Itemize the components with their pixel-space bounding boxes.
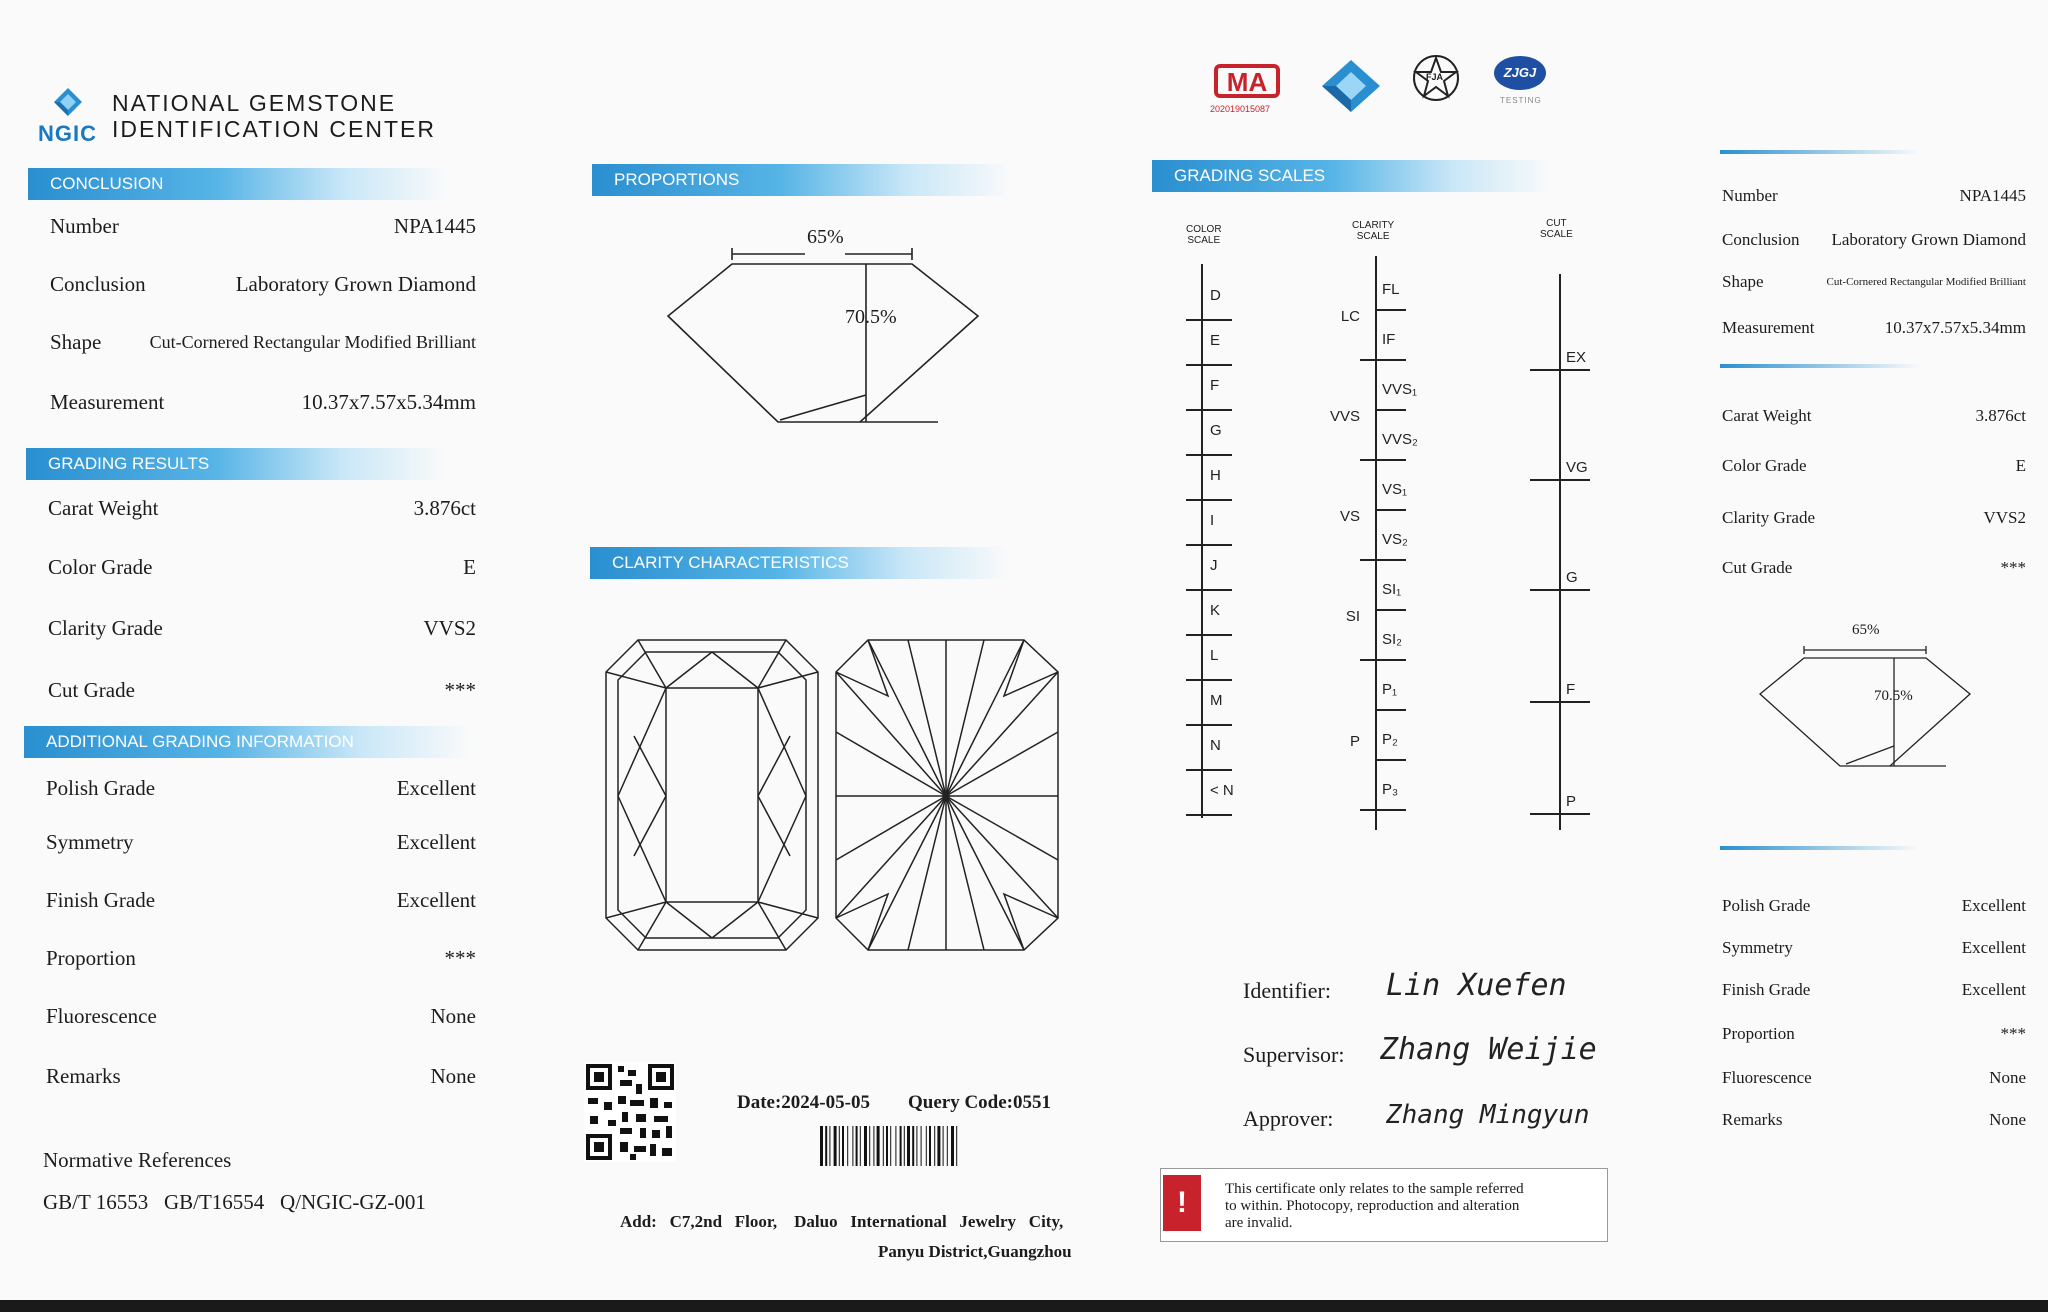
barcode-bar (921, 1126, 922, 1166)
barcode-bar (912, 1126, 914, 1166)
summary-color-label: Color Grade (1722, 456, 1807, 475)
notice-box (1160, 1168, 1608, 1242)
summary-divider-2 (1720, 364, 1920, 368)
summary-proportion-label: Proportion (1722, 1024, 1795, 1043)
cma-logo (1210, 64, 1288, 120)
barcode-bar (937, 1126, 940, 1166)
normative-text: GB/T 16553 GB/T16554 Q/NGIC-GZ-001 (43, 1190, 426, 1214)
clarity-grade-label: SI₂ (1382, 631, 1402, 648)
cut-grade-label: F (1566, 681, 1576, 698)
measurement-value: 10.37x7.57x5.34mm (301, 390, 476, 414)
remarks-value: None (430, 1064, 476, 1088)
cut-grade-label: G (1566, 569, 1578, 586)
table-pct-label: 65% (807, 226, 844, 248)
clarity-plot-crown (604, 636, 824, 956)
clarity-group-label: P (1349, 733, 1360, 750)
color-grade-label: < N (1210, 782, 1234, 799)
clarity-grade-label: VVS₂ (1382, 431, 1418, 448)
clarity-group-label: VVS (1329, 408, 1360, 425)
fja-logo (1412, 52, 1460, 104)
bottom-edge (0, 1300, 2048, 1312)
summary-fluorescence-label: Fluorescence (1722, 1068, 1812, 1087)
symmetry-label: Symmetry (46, 830, 134, 854)
polish-value: Excellent (396, 776, 476, 800)
barcode-bar (847, 1126, 848, 1166)
summary-depth-pct: 70.5% (1874, 688, 1913, 704)
finish-value: Excellent (396, 888, 476, 912)
org-name-line1: NATIONAL GEMSTONE (112, 90, 397, 116)
barcode-bar (860, 1126, 861, 1166)
proportion-value: *** (444, 946, 476, 970)
warning-icon: ! (1163, 1175, 1201, 1231)
summary-polish-value: Excellent (1961, 896, 2026, 915)
barcode-bar (856, 1126, 858, 1166)
grading-results-heading: GRADING RESULTS (26, 448, 446, 480)
barcode-bar (886, 1126, 888, 1166)
summary-polish-label: Polish Grade (1722, 896, 1811, 915)
clarity-grade-label: P₂ (1382, 731, 1398, 748)
notice-line1: This certificate only relates to the sample referred (1225, 1181, 1524, 1197)
address-line1: Add: C7,2nd Floor, Daluo International Jewelry City, (620, 1212, 1064, 1231)
address-line2: Panyu District,Guangzhou (878, 1242, 1072, 1261)
proportion-label: Proportion (46, 946, 136, 970)
barcode-bar (869, 1126, 870, 1166)
cut-grade-label: EX (1566, 349, 1587, 366)
color-grade-label: M (1210, 692, 1223, 709)
color-grade-label: D (1210, 287, 1221, 304)
color-grade-label: H (1210, 467, 1221, 484)
supervisor-label: Supervisor: (1243, 1042, 1345, 1067)
summary-remarks-value: None (1989, 1110, 2026, 1129)
cma-number: 202019015087 (1210, 104, 1271, 114)
color-grade-label: G (1210, 422, 1222, 439)
cut-label: Cut Grade (48, 678, 135, 702)
summary-cut-label: Cut Grade (1722, 558, 1793, 577)
summary-conclusion-value: Laboratory Grown Diamond (1831, 230, 2026, 249)
ngic-abbr: NGIC (38, 121, 97, 146)
barcode-bar (951, 1126, 954, 1166)
clarity-plot-pavilion (834, 636, 1064, 956)
clarity-grade-label: SI₁ (1382, 581, 1402, 598)
grading-scales-heading: GRADING SCALES (1152, 160, 1552, 192)
identifier-label: Identifier: (1243, 978, 1331, 1003)
color-grade-label: L (1210, 647, 1219, 664)
org-name-line2: IDENTIFICATION CENTER (112, 116, 436, 142)
clarity-scale-title (1352, 220, 1394, 242)
polish-label: Polish Grade (46, 776, 156, 800)
fluorescence-label: Fluorescence (46, 1004, 157, 1028)
clarity-grade-label: FL (1382, 281, 1400, 298)
zjgj-logo (1492, 56, 1552, 110)
barcode-bar (834, 1126, 837, 1166)
barcode-bar (825, 1126, 827, 1166)
barcode-bar (852, 1126, 853, 1166)
summary-measurement-label: Measurement (1722, 318, 1815, 337)
summary-fluorescence-value: None (1989, 1068, 2026, 1087)
barcode-bar (890, 1126, 891, 1166)
normative-heading: Normative References (43, 1148, 232, 1172)
summary-finish-value: Excellent (1961, 980, 2026, 999)
summary-number-label: Number (1722, 186, 1778, 205)
conclusion-value: Laboratory Grown Diamond (235, 272, 476, 296)
barcode-bar (929, 1126, 931, 1166)
approver-signature: Zhang Mingyun (1386, 1100, 1590, 1130)
supervisor-signature: Zhang Weijie (1380, 1032, 1597, 1067)
barcode-bar (864, 1126, 867, 1166)
cut-grade-label: P (1566, 793, 1577, 810)
color-grade-label: E (1210, 332, 1221, 349)
clarity-label: Clarity Grade (48, 616, 163, 640)
barcode-bar (916, 1126, 917, 1166)
ngic-logo (38, 84, 104, 146)
shape-value: Cut-Cornered Rectangular Modified Brilliant (149, 332, 476, 352)
grading-scales-graphic (1160, 264, 1600, 844)
color-grade-label: I (1210, 512, 1215, 529)
clarity-scale-title-1: CLARITY (1352, 220, 1395, 231)
clarity-grade-label: P₁ (1382, 681, 1398, 698)
identifier-signature: Lin Xuefen (1386, 968, 1567, 1003)
summary-remarks-label: Remarks (1722, 1110, 1783, 1129)
barcode-bar (839, 1126, 840, 1166)
barcode-bar (820, 1126, 823, 1166)
summary-divider-1 (1720, 150, 1920, 154)
cut-scale-title-2: SCALE (1540, 229, 1573, 240)
summary-color-value: E (2015, 456, 2026, 475)
summary-proportions-diagram (1756, 630, 1976, 770)
color-scale-title (1186, 224, 1222, 246)
summary-finish-label: Finish Grade (1722, 980, 1811, 999)
barcode-bar (842, 1126, 844, 1166)
notice-line3: are invalid. (1225, 1215, 1293, 1231)
additional-heading: ADDITIONAL GRADING INFORMATION (24, 726, 472, 758)
summary-symmetry-label: Symmetry (1722, 938, 1793, 957)
summary-proportion-value: *** (2000, 1024, 2026, 1043)
zjgj-sub: TESTING (1500, 96, 1542, 105)
cut-scale-title (1540, 218, 1573, 240)
color-value: E (463, 555, 476, 579)
summary-shape-label: Shape (1722, 272, 1764, 291)
barcode (820, 1126, 1062, 1166)
clarity-grade-label: IF (1382, 331, 1396, 348)
fluorescence-value: None (430, 1004, 476, 1028)
clarity-grade-label: VVS₁ (1382, 381, 1418, 398)
conclusion-heading: CONCLUSION (28, 168, 448, 200)
color-grade-label: N (1210, 737, 1221, 754)
clarity-characteristics-heading: CLARITY CHARACTERISTICS (590, 547, 1010, 579)
summary-carat-value: 3.876ct (1975, 406, 2026, 425)
cma-mark: MA (1214, 64, 1280, 98)
clarity-grade-label: P₃ (1382, 781, 1399, 798)
color-grade-label: F (1210, 377, 1220, 394)
barcode-bar (873, 1126, 874, 1166)
clarity-value: VVS2 (423, 616, 476, 640)
barcode-bar (907, 1126, 910, 1166)
clarity-group-label: LC (1340, 308, 1360, 325)
shape-label: Shape (50, 330, 102, 354)
color-scale-title-2: SCALE (1187, 235, 1221, 246)
summary-cut-value: *** (2000, 558, 2026, 577)
clarity-grade-label: VS₂ (1382, 531, 1408, 548)
barcode-bar (956, 1126, 957, 1166)
fja-text: FJA (1426, 72, 1444, 82)
summary-shape-value: Cut-Cornered Rectangular Modified Brilliant (1826, 276, 2026, 288)
summary-symmetry-value: Excellent (1961, 938, 2026, 957)
barcode-bar (947, 1126, 948, 1166)
barcode-bar (829, 1126, 830, 1166)
remarks-label: Remarks (46, 1064, 121, 1088)
summary-clarity-label: Clarity Grade (1722, 508, 1815, 527)
number-value: NPA1445 (393, 214, 476, 238)
color-scale-title-1: COLOR (1186, 224, 1222, 235)
summary-clarity-value: VVS2 (1983, 508, 2026, 527)
summary-table-pct: 65% (1852, 622, 1880, 638)
date-label: Date:2024-05-05 (737, 1092, 870, 1113)
barcode-bar (877, 1126, 880, 1166)
barcode-bar (926, 1126, 927, 1166)
cut-scale-title-1: CUT (1546, 218, 1567, 229)
depth-pct-label: 70.5% (845, 306, 897, 328)
clarity-group-label: SI (1345, 608, 1360, 625)
cut-value: *** (444, 678, 476, 702)
ngic-diamond-logo-icon (1320, 58, 1382, 114)
barcode-bar (943, 1126, 944, 1166)
qr-code (584, 1062, 676, 1162)
summary-number-value: NPA1445 (1959, 186, 2026, 205)
carat-value: 3.876ct (413, 496, 476, 520)
color-grade-label: J (1210, 557, 1218, 574)
color-grade-label: K (1210, 602, 1221, 619)
number-label: Number (50, 214, 119, 238)
barcode-bar (883, 1126, 884, 1166)
summary-divider-3 (1720, 846, 1920, 850)
cut-grade-label: VG (1566, 459, 1588, 476)
color-label: Color Grade (48, 555, 153, 579)
finish-label: Finish Grade (46, 888, 156, 912)
symmetry-value: Excellent (396, 830, 476, 854)
barcode-bar (934, 1126, 935, 1166)
clarity-scale-title-2: SCALE (1356, 231, 1390, 242)
summary-conclusion-label: Conclusion (1722, 230, 1800, 249)
carat-label: Carat Weight (48, 496, 159, 520)
measurement-label: Measurement (50, 390, 165, 414)
clarity-group-label: VS (1339, 508, 1360, 525)
barcode-bar (895, 1126, 896, 1166)
query-code-label: Query Code:0551 (908, 1092, 1052, 1113)
proportions-heading: PROPORTIONS (592, 164, 1012, 196)
clarity-grade-label: VS₁ (1382, 481, 1408, 498)
approver-label: Approver: (1243, 1106, 1334, 1131)
zjgj-mark: ZJGJ (1494, 56, 1546, 90)
barcode-bar (900, 1126, 902, 1166)
summary-measurement-value: 10.37x7.57x5.34mm (1884, 318, 2026, 337)
notice-line2: to within. Photocopy, reproduction and alteration (1225, 1198, 1520, 1214)
conclusion-label: Conclusion (50, 272, 146, 296)
summary-carat-label: Carat Weight (1722, 406, 1812, 425)
barcode-bar (904, 1126, 905, 1166)
proportions-diagram (660, 230, 1000, 430)
